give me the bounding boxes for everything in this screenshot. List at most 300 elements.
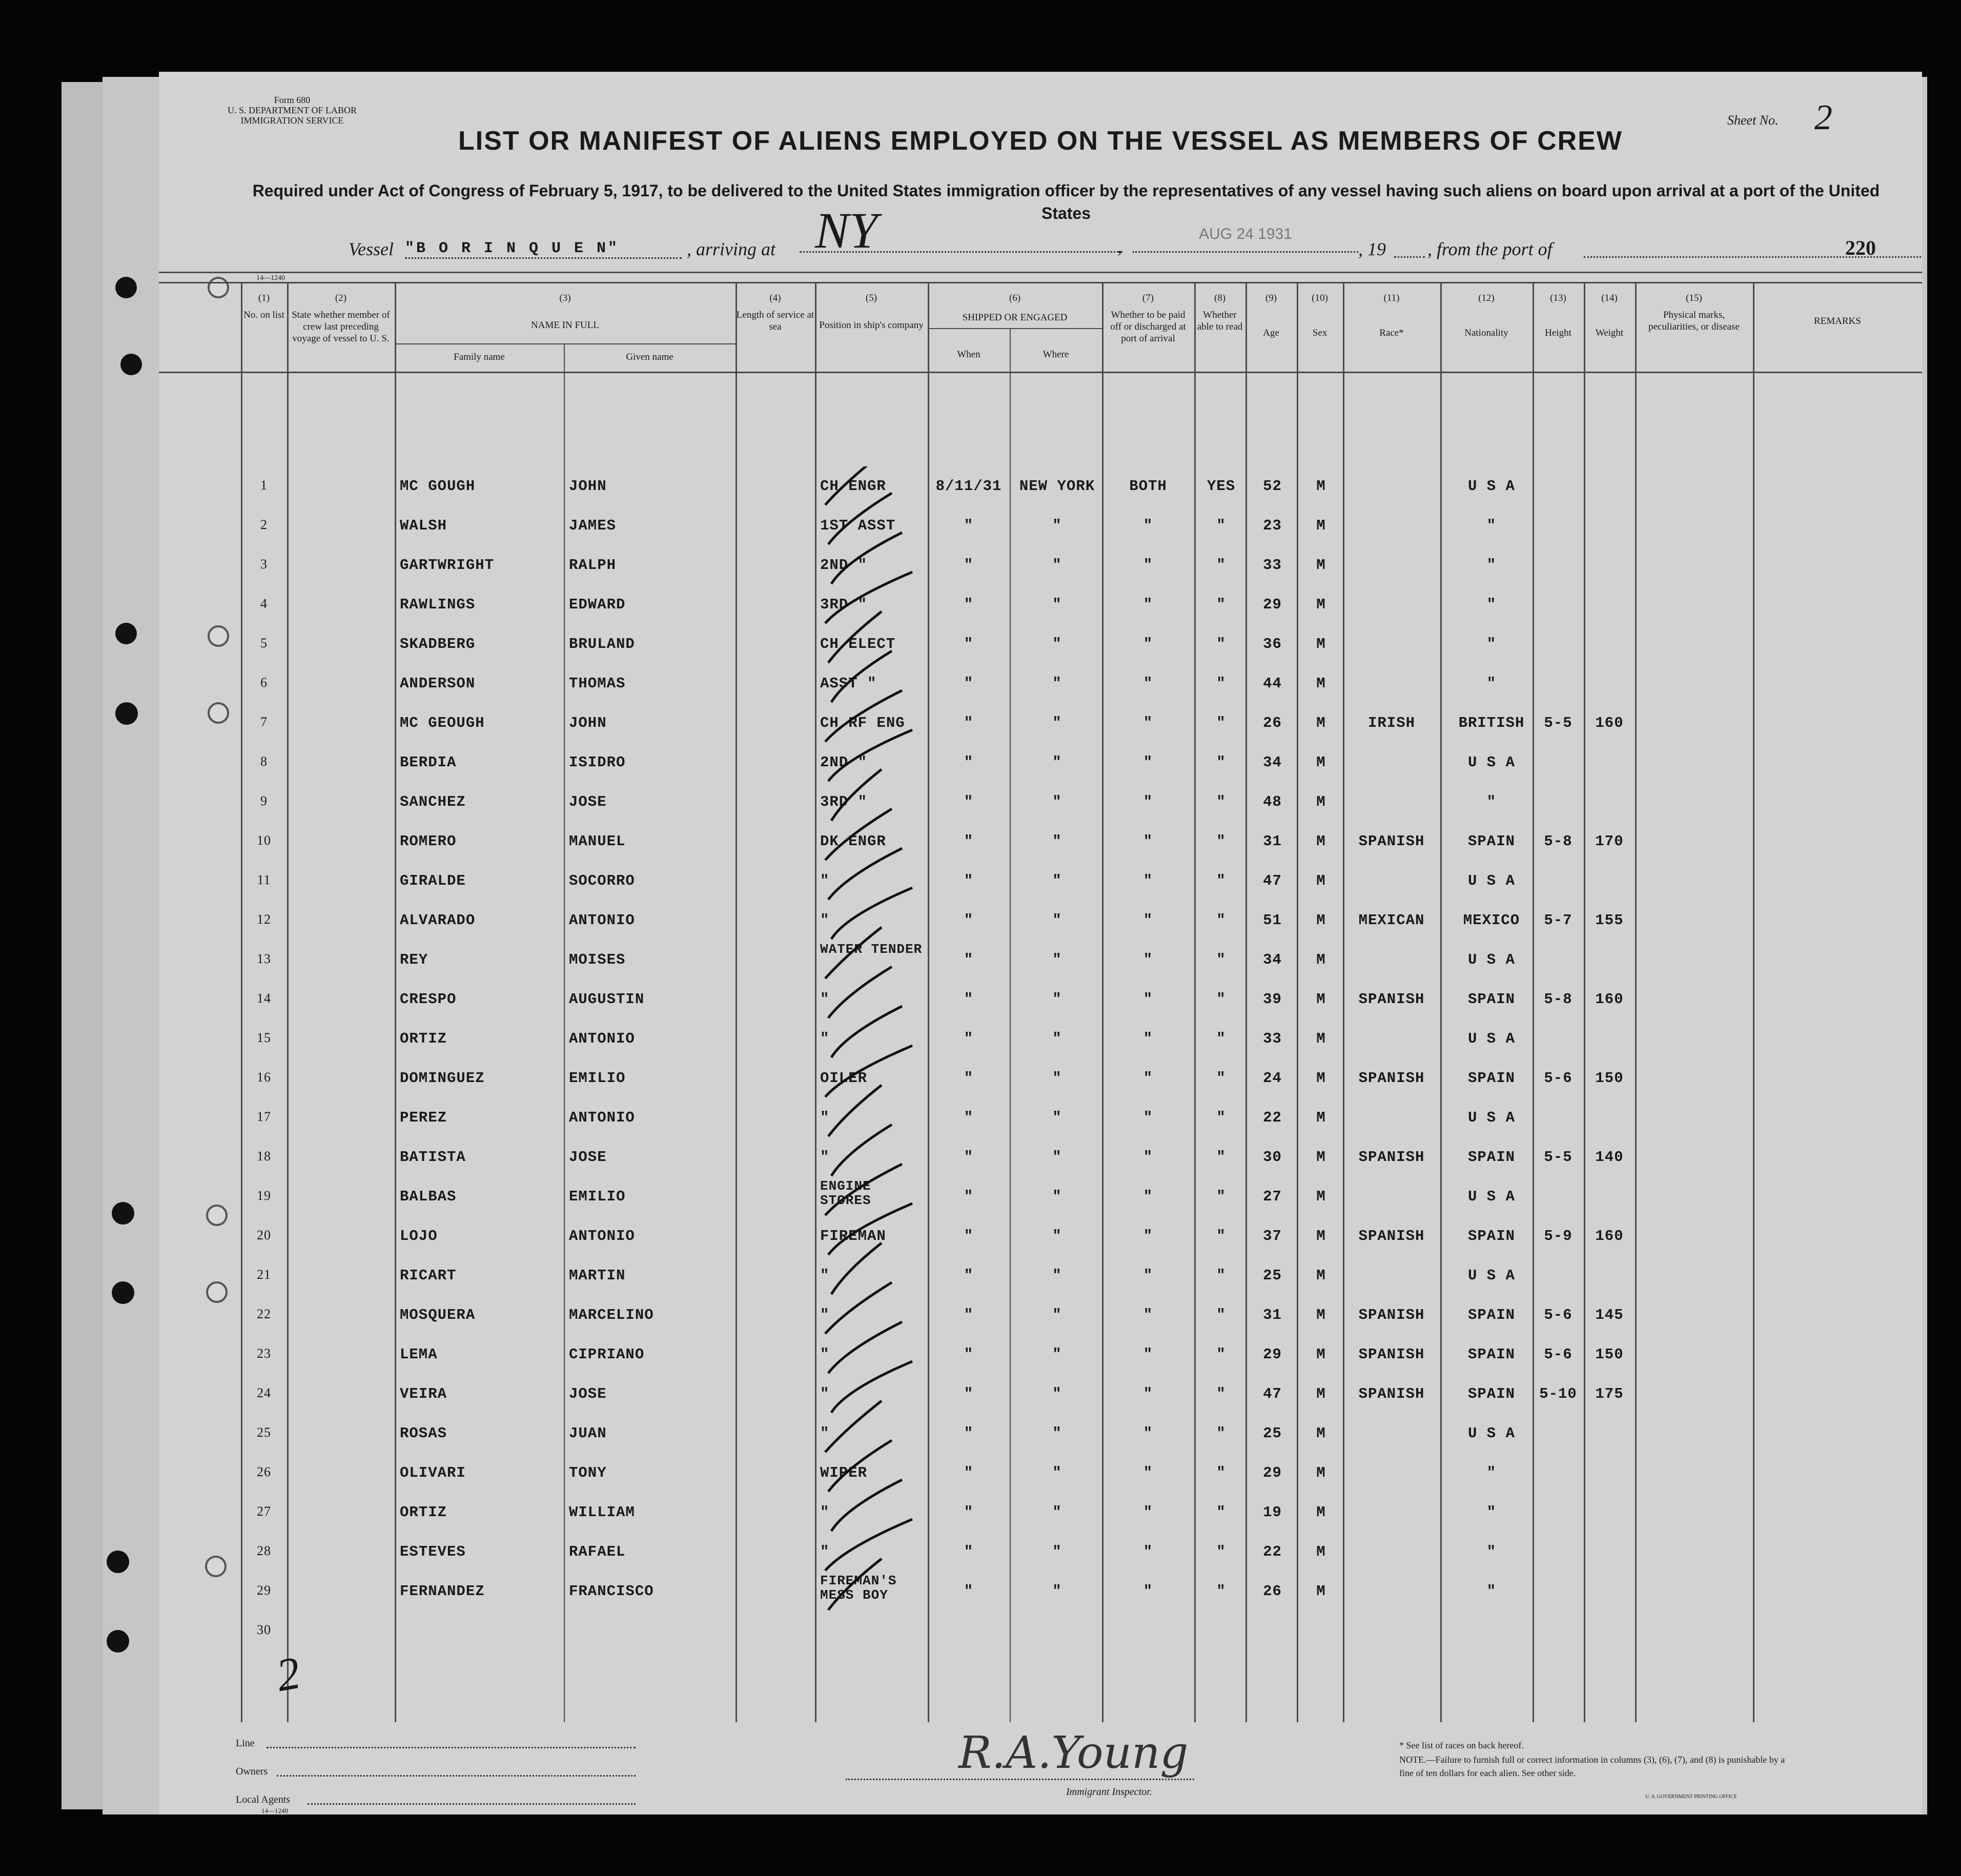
- table-row: [159, 664, 1922, 703]
- age-cell: 29: [1263, 1346, 1282, 1363]
- shipped-where-cell: ": [1052, 1385, 1062, 1402]
- race-cell: SPANISH: [1358, 1149, 1425, 1166]
- list-number-cell: 6: [260, 675, 268, 690]
- shipped-when-cell: ": [964, 1583, 974, 1600]
- family-name-cell: GIRALDE: [400, 872, 466, 889]
- paid-off-status-cell: ": [1143, 1149, 1153, 1166]
- shipped-when-cell: ": [964, 1228, 974, 1245]
- nationality-cell: ": [1486, 636, 1497, 652]
- family-name-cell: CRESPO: [400, 991, 457, 1008]
- able-to-read-cell: YES: [1207, 478, 1236, 495]
- paid-off-status-cell: ": [1143, 833, 1153, 850]
- shipped-when-cell: ": [964, 1267, 974, 1284]
- table-row: [159, 1177, 1922, 1216]
- paid-off-status-cell: BOTH: [1129, 478, 1167, 495]
- sex-cell: M: [1316, 1385, 1326, 1402]
- ship-position-cell: ": [820, 1267, 830, 1284]
- shipped-when-cell: ": [964, 557, 974, 574]
- pen-check-mark: [828, 1204, 912, 1255]
- paid-off-status-cell: ": [1143, 1030, 1153, 1047]
- race-cell: SPANISH: [1358, 1070, 1425, 1087]
- list-number-cell: 20: [257, 1228, 271, 1242]
- ship-position-cell: ": [820, 912, 830, 929]
- family-name-cell: DOMINGUEZ: [400, 1070, 485, 1087]
- race-cell: IRISH: [1367, 715, 1415, 731]
- col2-header: (2) State whether member of crew last preceding voyage of vessel to U. S.: [292, 293, 390, 344]
- pen-check-mark: [825, 690, 902, 742]
- shipped-when-cell: ": [964, 1425, 974, 1442]
- given-name-cell: JOHN: [569, 478, 607, 495]
- shipped-where-cell: ": [1052, 793, 1062, 810]
- pen-check-mark: [831, 533, 902, 584]
- col3-header: (3) NAME IN FULL: [531, 293, 599, 331]
- ship-position-cell: FIREMAN'S MESS BOY: [820, 1573, 897, 1603]
- form-number: Form 680: [274, 95, 311, 105]
- sex-cell: M: [1316, 1504, 1326, 1521]
- able-to-read-cell: ": [1216, 991, 1226, 1008]
- age-cell: 23: [1263, 517, 1282, 534]
- shipped-when-cell: ": [964, 517, 974, 534]
- shipped-when-cell: ": [964, 912, 974, 929]
- nationality-cell: MEXICO: [1463, 912, 1520, 929]
- family-name-cell: GARTWRIGHT: [400, 557, 495, 574]
- page-number: 220: [1845, 236, 1876, 259]
- position-column-checkmarks: [794, 466, 969, 1661]
- table-row: [159, 861, 1922, 901]
- height-cell: 5-6: [1544, 1307, 1572, 1323]
- shipped-when-cell: ": [964, 596, 974, 613]
- family-name-cell: SKADBERG: [400, 636, 476, 652]
- paid-off-status-cell: ": [1143, 1543, 1153, 1560]
- height-cell: 5-7: [1544, 912, 1572, 929]
- given-name-cell: MARTIN: [569, 1267, 626, 1284]
- nationality-cell: ": [1486, 1504, 1497, 1521]
- ship-position-cell: 2ND ": [820, 754, 868, 771]
- shipped-when-cell: ": [964, 1070, 974, 1087]
- form-identifier: [215, 95, 369, 126]
- punch-hole: [115, 702, 138, 725]
- able-to-read-cell: ": [1216, 1425, 1226, 1442]
- nationality-cell: ": [1486, 596, 1497, 613]
- family-name-cell: BATISTA: [400, 1149, 466, 1166]
- paid-off-status-cell: ": [1143, 1504, 1153, 1521]
- nationality-cell: ": [1486, 675, 1497, 692]
- given-name-cell: EMILIO: [569, 1188, 626, 1205]
- paid-off-status-cell: ": [1143, 675, 1153, 692]
- sex-cell: M: [1316, 912, 1326, 929]
- ship-position-cell: WATER TENDER: [820, 942, 923, 957]
- col5-header: (5) Position in ship's company: [819, 293, 924, 331]
- shipped-when-cell: ": [964, 991, 974, 1008]
- height-cell: 5-8: [1544, 833, 1572, 850]
- ship-position-cell: OILER: [820, 1070, 868, 1087]
- small-code: 14—1240: [256, 274, 285, 282]
- weight-cell: 160: [1595, 715, 1624, 731]
- age-cell: 19: [1263, 1504, 1282, 1521]
- family-name-cell: OLIVARI: [400, 1464, 466, 1481]
- table-row: [159, 1216, 1922, 1256]
- pen-check-mark: [831, 1480, 902, 1531]
- given-name-cell: THOMAS: [569, 675, 626, 692]
- sex-cell: M: [1316, 1307, 1326, 1323]
- given-name-cell: MOISES: [569, 951, 626, 968]
- paid-off-status-cell: ": [1143, 1267, 1153, 1284]
- paid-off-status-cell: ": [1143, 1346, 1153, 1363]
- ship-position-cell: 1ST ASST: [820, 517, 896, 534]
- paid-off-status-cell: ": [1143, 793, 1153, 810]
- pen-check-mark: [825, 1519, 912, 1571]
- age-cell: 31: [1263, 833, 1282, 850]
- race-cell: SPANISH: [1358, 833, 1425, 850]
- col6-header: (6) SHIPPED OR ENGAGED: [962, 293, 1068, 323]
- shipped-where-cell: ": [1052, 715, 1062, 731]
- sex-cell: M: [1316, 833, 1326, 850]
- nationality-cell: U S A: [1467, 1267, 1515, 1284]
- weight-cell: 145: [1595, 1307, 1624, 1323]
- shipped-where-cell: ": [1052, 1030, 1062, 1047]
- agents-code: 14—1240: [261, 1807, 288, 1814]
- able-to-read-cell: ": [1216, 715, 1226, 731]
- list-number-cell: 3: [260, 557, 268, 572]
- nationality-cell: BRITISH: [1458, 715, 1525, 731]
- remarks-header: REMARKS: [1814, 316, 1861, 327]
- family-name-cell: REY: [400, 951, 428, 968]
- owners-label: Owners: [236, 1766, 268, 1777]
- shipped-where-cell: NEW YORK: [1019, 478, 1095, 495]
- weight-cell: 160: [1595, 1228, 1624, 1245]
- pen-check-mark: [831, 1125, 892, 1176]
- nationality-cell: U S A: [1467, 478, 1515, 495]
- pen-check-mark: [828, 1085, 882, 1136]
- table-row: [159, 1374, 1922, 1414]
- race-cell: MEXICAN: [1358, 912, 1425, 929]
- sex-cell: M: [1316, 517, 1326, 534]
- given-name-cell: ANTONIO: [569, 1228, 635, 1245]
- pen-check-mark: [828, 1559, 882, 1610]
- shipped-when-cell: ": [964, 754, 974, 771]
- ship-position-cell: CH ENGR: [820, 478, 886, 495]
- table-row: [159, 1493, 1922, 1532]
- able-to-read-cell: ": [1216, 1543, 1226, 1560]
- age-cell: 48: [1263, 793, 1282, 810]
- list-number-cell: 25: [257, 1425, 271, 1440]
- paid-off-status-cell: ": [1143, 1425, 1153, 1442]
- race-note: * See list of races on back hereof.: [1399, 1740, 1524, 1750]
- list-number-cell: 11: [257, 872, 271, 887]
- sex-cell: M: [1316, 1030, 1326, 1047]
- height-cell: 5-6: [1544, 1070, 1572, 1087]
- sex-cell: M: [1316, 793, 1326, 810]
- shipped-where-cell: ": [1052, 991, 1062, 1008]
- table-row: [159, 901, 1922, 940]
- given-name-cell: MANUEL: [569, 833, 626, 850]
- family-name-cell: ORTIZ: [400, 1030, 447, 1047]
- list-number-cell: 28: [257, 1543, 271, 1558]
- able-to-read-cell: ": [1216, 1307, 1226, 1323]
- pen-check-mark: [828, 848, 902, 900]
- sheet-number-value: 2: [1814, 98, 1832, 137]
- local-agents-label: Local Agents: [236, 1794, 291, 1805]
- shipped-where-cell: ": [1052, 1464, 1062, 1481]
- age-cell: 29: [1263, 1464, 1282, 1481]
- year-label: , 19: [1358, 239, 1386, 259]
- department-name: U. S. DEPARTMENT OF LABOR: [228, 105, 357, 115]
- height-cell: 5-8: [1544, 991, 1572, 1008]
- list-number-cell: 23: [257, 1346, 271, 1361]
- age-cell: 22: [1263, 1543, 1282, 1560]
- given-name-cell: RAFAEL: [569, 1543, 626, 1560]
- nationality-cell: SPAIN: [1467, 1070, 1515, 1087]
- col9-header: (9) Age: [1263, 293, 1279, 338]
- nationality-cell: SPAIN: [1467, 833, 1515, 850]
- table-row: [159, 1137, 1922, 1177]
- pen-check-mark: [828, 1322, 902, 1373]
- shipped-where-cell: ": [1052, 1267, 1062, 1284]
- pen-check-mark: [831, 1243, 882, 1294]
- pen-check-mark: [831, 1361, 912, 1413]
- ship-position-cell: ": [820, 872, 830, 889]
- ship-position-cell: ": [820, 991, 830, 1008]
- age-cell: 31: [1263, 1307, 1282, 1323]
- col11-header: (11) Race*: [1379, 293, 1404, 338]
- given-name-cell: JUAN: [569, 1425, 607, 1442]
- list-number-cell: 22: [257, 1307, 271, 1321]
- table-row: [159, 1414, 1922, 1453]
- able-to-read-cell: ": [1216, 1188, 1226, 1205]
- able-to-read-cell: ": [1216, 1070, 1226, 1087]
- shipped-where-cell: ": [1052, 517, 1062, 534]
- sex-cell: M: [1316, 1228, 1326, 1245]
- age-cell: 34: [1263, 754, 1282, 771]
- shipped-when-cell: ": [964, 1030, 974, 1047]
- table-row: [159, 506, 1922, 545]
- age-cell: 37: [1263, 1228, 1282, 1245]
- paid-off-status-cell: ": [1143, 1307, 1153, 1323]
- nationality-cell: ": [1486, 1543, 1497, 1560]
- sex-cell: M: [1316, 1543, 1326, 1560]
- shipped-where-cell: ": [1052, 1583, 1062, 1600]
- ship-position-cell: FIREMAN: [820, 1228, 886, 1245]
- age-cell: 47: [1263, 872, 1282, 889]
- col15-header: (15) Physical marks, peculiarities, or disease: [1648, 293, 1740, 332]
- nationality-cell: ": [1486, 793, 1497, 810]
- shipped-where-cell: ": [1052, 1188, 1062, 1205]
- inspector-signature: R.A.Young: [958, 1727, 1189, 1779]
- given-name-cell: JOSE: [569, 1149, 607, 1166]
- sex-cell: M: [1316, 1464, 1326, 1481]
- table-row: [159, 1256, 1922, 1295]
- list-number-cell: 2: [260, 517, 268, 532]
- list-number-cell: 7: [260, 715, 268, 729]
- family-name-cell: RAWLINGS: [400, 596, 476, 613]
- paid-off-status-cell: ": [1143, 1385, 1153, 1402]
- shipped-when-cell: ": [964, 1149, 974, 1166]
- nationality-cell: SPAIN: [1467, 1346, 1515, 1363]
- age-cell: 39: [1263, 991, 1282, 1008]
- given-name-cell: EMILIO: [569, 1070, 626, 1087]
- sex-cell: M: [1316, 1149, 1326, 1166]
- ship-position-cell: ": [820, 1307, 830, 1323]
- age-cell: 22: [1263, 1109, 1282, 1126]
- table-row: [159, 1453, 1922, 1493]
- sex-cell: M: [1316, 1583, 1326, 1600]
- shipped-where-cell: ": [1052, 675, 1062, 692]
- list-number-cell: 13: [257, 951, 271, 966]
- race-cell: SPANISH: [1358, 1228, 1425, 1245]
- pen-check-mark: [828, 611, 882, 663]
- able-to-read-cell: ": [1216, 833, 1226, 850]
- age-cell: 30: [1263, 1149, 1282, 1166]
- height-cell: 5-10: [1539, 1385, 1577, 1402]
- family-name-cell: MOSQUERA: [400, 1307, 476, 1323]
- given-name-cell: FRANCISCO: [569, 1583, 654, 1600]
- from-port-field: [1584, 246, 1922, 258]
- age-cell: 36: [1263, 636, 1282, 652]
- shipped-where-cell: ": [1052, 1149, 1062, 1166]
- col4-header: (4) Length of service at sea: [736, 293, 814, 332]
- family-name-cell: SANCHEZ: [400, 793, 466, 810]
- list-number-cell: 18: [257, 1149, 271, 1164]
- family-name-cell: ALVARADO: [400, 912, 476, 929]
- given-name-cell: MARCELINO: [569, 1307, 654, 1323]
- pen-check-mark: [828, 730, 912, 781]
- list-number-cell: 12: [257, 912, 271, 927]
- pen-check-mark: [828, 967, 892, 1018]
- shipped-when-cell: ": [964, 1346, 974, 1363]
- paid-off-status-cell: ": [1143, 636, 1153, 652]
- given-name-cell: JAMES: [569, 517, 617, 534]
- shipped-when-cell: ": [964, 1543, 974, 1560]
- list-number-cell: 14: [257, 991, 271, 1006]
- col10-header: (10) Sex: [1312, 293, 1328, 338]
- nationality-cell: U S A: [1467, 1109, 1515, 1126]
- list-number-cell: 15: [257, 1030, 271, 1045]
- line-label: Line: [236, 1738, 255, 1749]
- nationality-cell: U S A: [1467, 1030, 1515, 1047]
- shipped-when-cell: ": [964, 1385, 974, 1402]
- list-number-cell: 8: [260, 754, 268, 769]
- list-number-cell: 16: [257, 1070, 271, 1085]
- family-name-cell: MC GOUGH: [400, 478, 476, 495]
- punch-hole: [208, 277, 229, 298]
- shipped-when-cell: ": [964, 636, 974, 652]
- shipped-where-cell: ": [1052, 1070, 1062, 1087]
- able-to-read-cell: ": [1216, 1385, 1226, 1402]
- list-number-cell: 19: [257, 1188, 271, 1203]
- sex-cell: M: [1316, 1109, 1326, 1126]
- shipped-where-cell: ": [1052, 1228, 1062, 1245]
- family-name-cell: ESTEVES: [400, 1543, 466, 1560]
- able-to-read-cell: ": [1216, 1267, 1226, 1284]
- handwritten-mark: 2: [272, 1647, 304, 1702]
- sex-cell: M: [1316, 1070, 1326, 1087]
- list-number-cell: 5: [260, 636, 268, 650]
- col12-header: (12) Nationality: [1464, 293, 1508, 338]
- table-row: [159, 743, 1922, 782]
- able-to-read-cell: ": [1216, 912, 1226, 929]
- sex-cell: M: [1316, 715, 1326, 731]
- shipped-where-cell: ": [1052, 1543, 1062, 1560]
- shipped-when-cell: ": [964, 833, 974, 850]
- table-row: [159, 1611, 1922, 1650]
- shipped-where-cell: ": [1052, 833, 1062, 850]
- sex-cell: M: [1316, 596, 1326, 613]
- ship-position-cell: 3RD ": [820, 596, 868, 613]
- paid-off-status-cell: ": [1143, 715, 1153, 731]
- ship-position-cell: DK ENGR: [820, 833, 886, 850]
- age-cell: 26: [1263, 715, 1282, 731]
- table-row: [159, 940, 1922, 980]
- ship-position-cell: ASST ": [820, 675, 877, 692]
- sex-cell: M: [1316, 1267, 1326, 1284]
- given-name-cell: JOHN: [569, 715, 607, 731]
- family-name-cell: ROMERO: [400, 833, 457, 850]
- ship-position-cell: ": [820, 1346, 830, 1363]
- pen-check-mark: [825, 1046, 912, 1097]
- family-name-cell: BERDIA: [400, 754, 457, 771]
- shipped-where-cell: ": [1052, 1307, 1062, 1323]
- paid-off-status-cell: ": [1143, 1188, 1153, 1205]
- ship-position-cell: ": [820, 1385, 830, 1402]
- height-cell: 5-5: [1544, 715, 1572, 731]
- arriving-label: , arriving at: [687, 239, 776, 259]
- family-name-cell: ORTIZ: [400, 1504, 447, 1521]
- ship-position-cell: 3RD ": [820, 793, 868, 810]
- list-number-cell: 10: [257, 833, 271, 848]
- nationality-cell: SPAIN: [1467, 1228, 1515, 1245]
- list-number-cell: 30: [257, 1622, 271, 1637]
- table-row: [159, 980, 1922, 1019]
- able-to-read-cell: ": [1216, 1030, 1226, 1047]
- table-row: [159, 1019, 1922, 1058]
- age-cell: 29: [1263, 596, 1282, 613]
- age-cell: 52: [1263, 478, 1282, 495]
- pen-check-mark: [828, 493, 892, 544]
- given-name-cell: JOSE: [569, 1385, 607, 1402]
- paid-off-status-cell: ": [1143, 596, 1153, 613]
- height-cell: 5-5: [1544, 1149, 1572, 1166]
- age-cell: 25: [1263, 1267, 1282, 1284]
- race-cell: SPANISH: [1358, 1385, 1425, 1402]
- sheet-number-label: Sheet No.: [1727, 113, 1779, 128]
- list-number-cell: 26: [257, 1464, 271, 1479]
- given-name-cell: SOCORRO: [569, 872, 635, 889]
- able-to-read-cell: ": [1216, 951, 1226, 968]
- height-cell: 5-6: [1544, 1346, 1572, 1363]
- shipped-where-cell: ": [1052, 1109, 1062, 1126]
- shipped-when-cell: ": [964, 715, 974, 731]
- sex-cell: M: [1316, 478, 1326, 495]
- where-header: Where: [1043, 349, 1069, 360]
- paid-off-status-cell: ": [1143, 1228, 1153, 1245]
- age-cell: 47: [1263, 1385, 1282, 1402]
- nationality-cell: U S A: [1467, 951, 1515, 968]
- age-cell: 51: [1263, 912, 1282, 929]
- able-to-read-cell: ": [1216, 1346, 1226, 1363]
- sex-cell: M: [1316, 557, 1326, 574]
- family-name-cell: RICART: [400, 1267, 457, 1284]
- sex-cell: M: [1316, 636, 1326, 652]
- table-row: [159, 1532, 1922, 1572]
- given-name-cell: AUGUSTIN: [569, 991, 645, 1008]
- shipped-when-cell: ": [964, 1464, 974, 1481]
- paid-off-status-cell: ": [1143, 1109, 1153, 1126]
- given-name-cell: ANTONIO: [569, 912, 635, 929]
- paid-off-status-cell: ": [1143, 517, 1153, 534]
- pen-check-mark: [825, 466, 882, 505]
- col8-header: (8) Whether able to read: [1197, 293, 1243, 332]
- col13-header: (13) Height: [1545, 293, 1571, 338]
